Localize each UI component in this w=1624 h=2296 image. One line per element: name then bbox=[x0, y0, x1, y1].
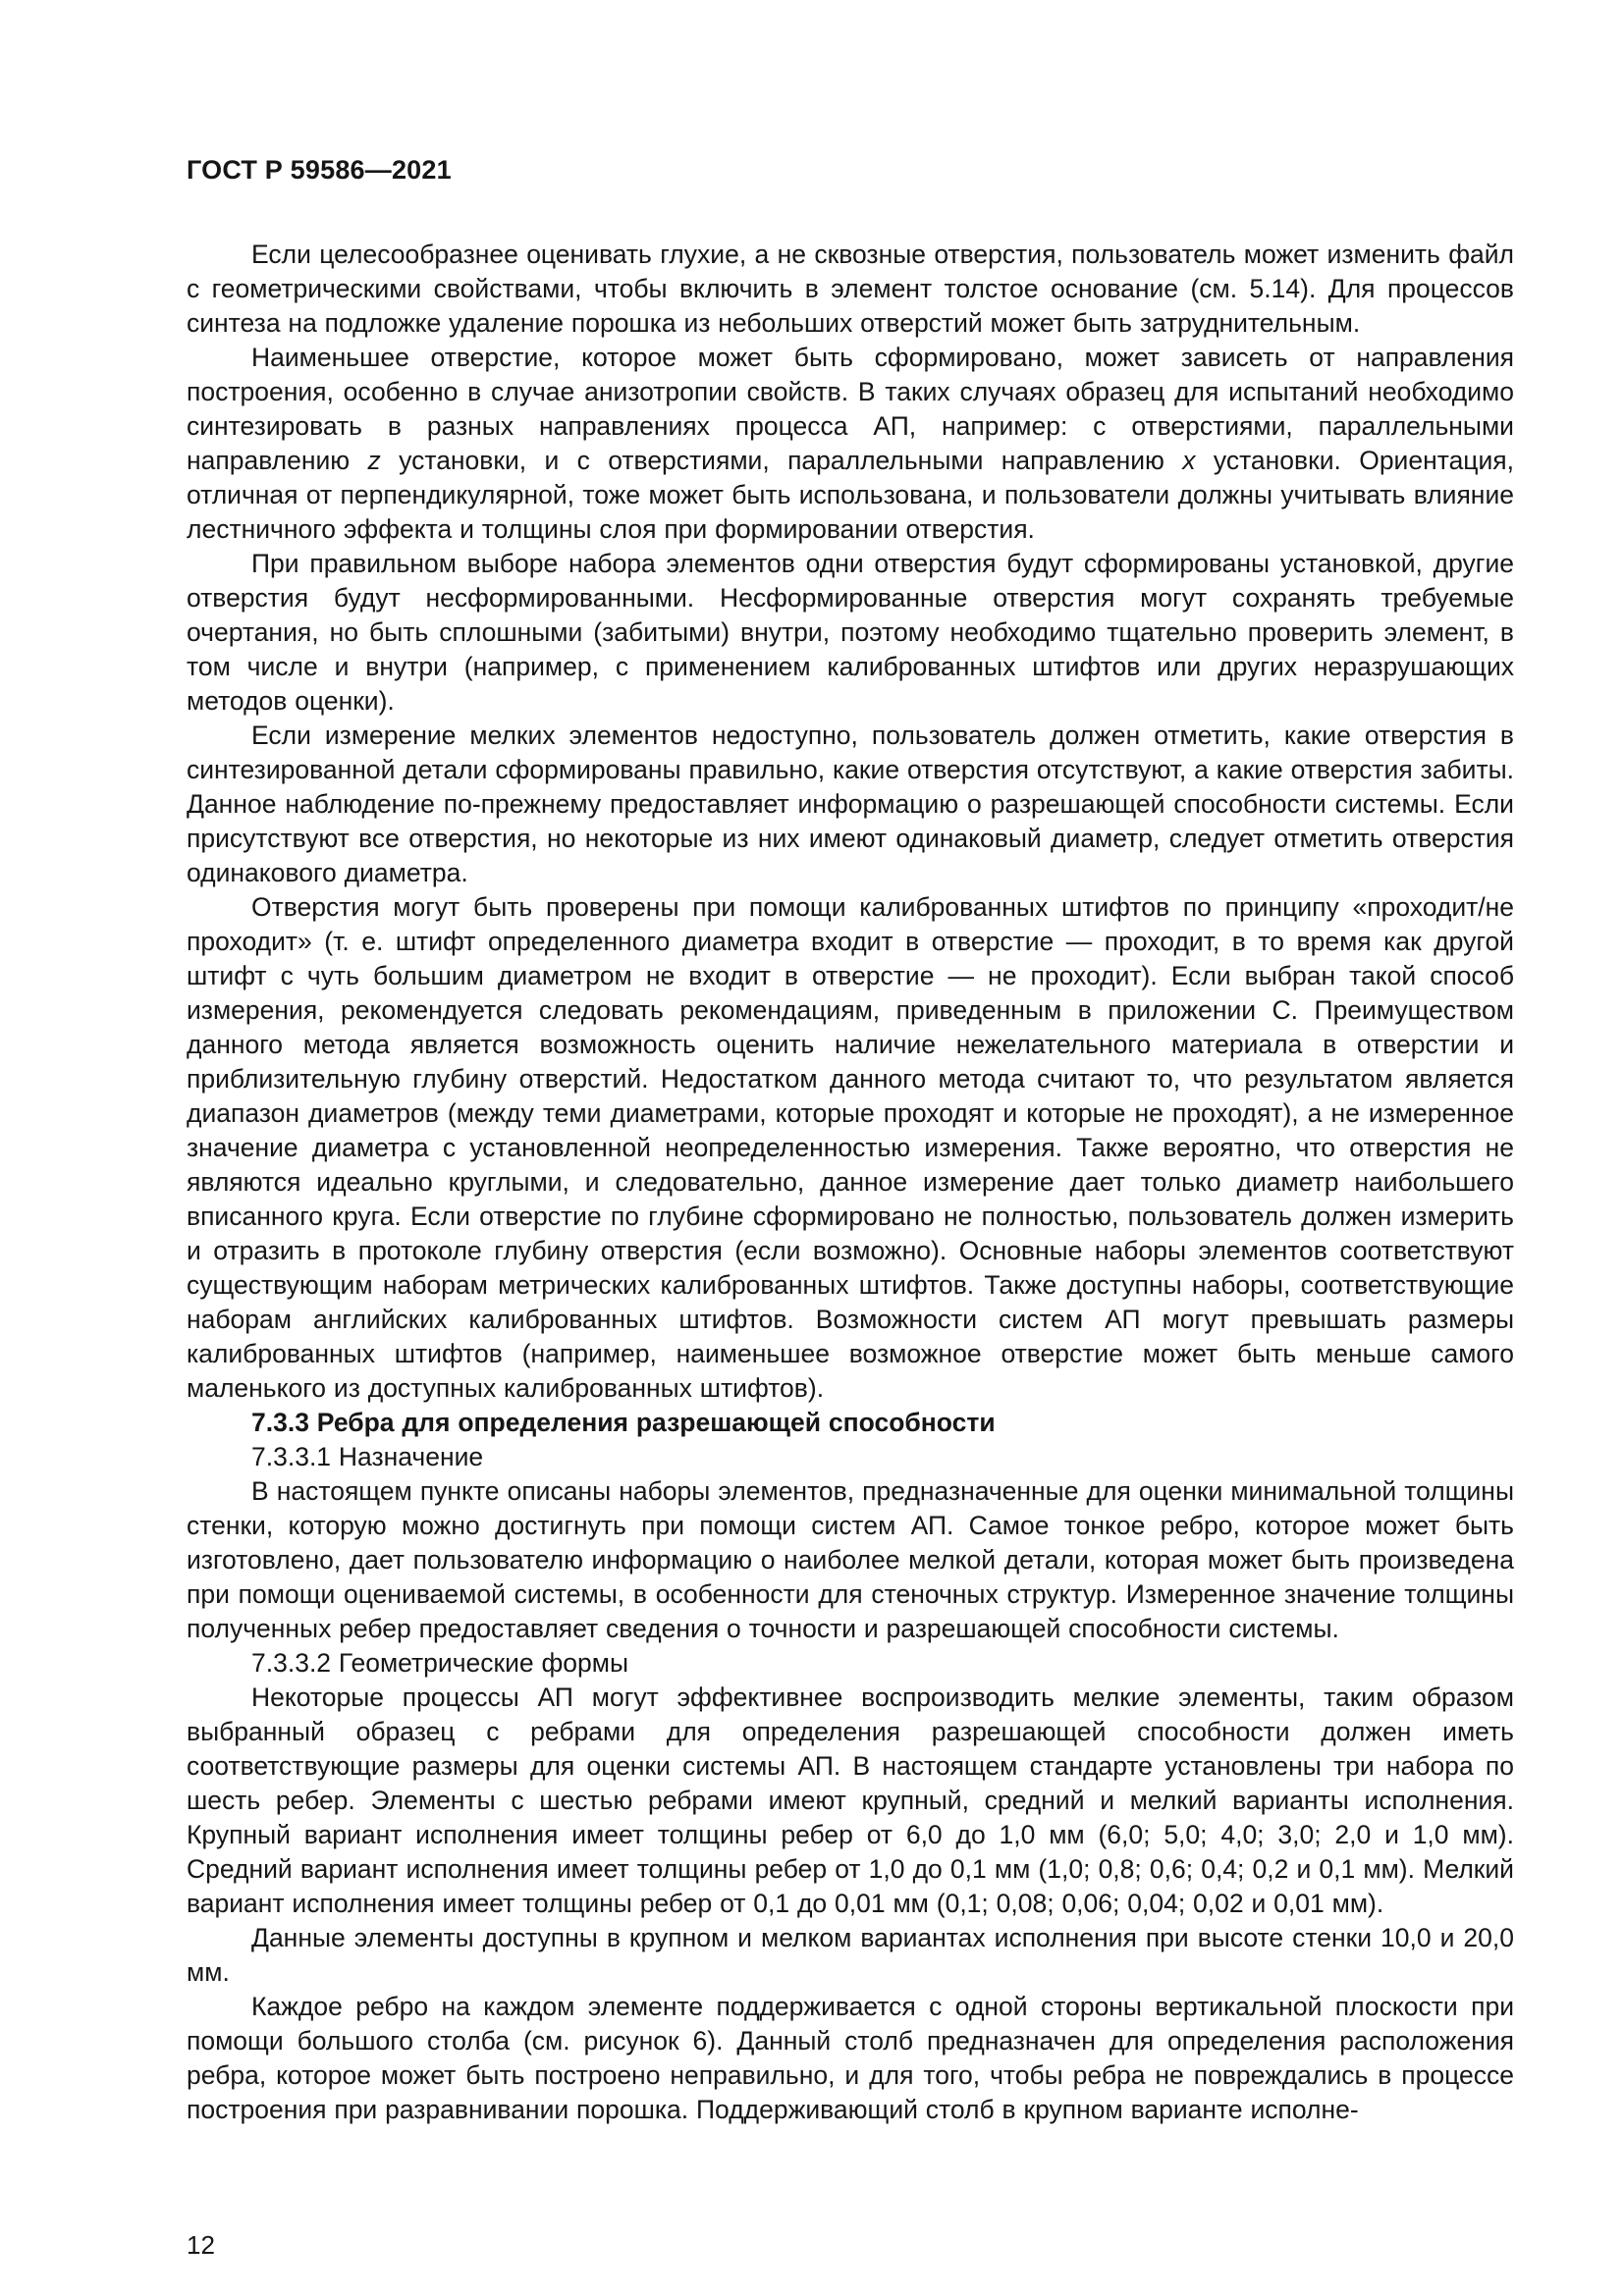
paragraph: При правильном выборе набора элементов одни отверстия будут сформированы установкой, другие отверстия будут несформированными. Несформированные отверстия могут сохранять требуемые очертания, но быть сплошными (забитыми) внутри, поэтому необходимо тщательно проверить элемент, в том числе и внутри (например, с применением калиброванных штифтов или других неразрушающих методов оценки). bbox=[187, 549, 1514, 716]
italic-text-run: z bbox=[367, 446, 381, 475]
paragraph: Отверстия могут быть проверены при помощи калиброванных штифтов по принципу «проходит/не проходит» (т. е. штифт определенного диаметра входит в отверстие — проходит, в то время как другой штифт с чуть большим диаметром не входит в отверстие — не проходит). Если выбран такой способ измерения, рекомендуется следовать рекомендациям, приведенным в приложении С. Преимуществом данного метода является возможность оценить наличие нежелательного материала в отверстии и приблизительную глубину отверстий. Недостатком данного метода считают то, что результатом является диапазон диаметров (между теми диаметрами, которые проходят и которые не проходят), а не измеренное значение диаметра с установленной неопределенностью измерения. Также вероятно, что отверстия не являются идеально круглыми, и следовательно, данное измерение дает только диаметр наибольшего вписанного круга. Если отверстие по глубине сформировано не полностью, пользователь должен измерить и отразить в протоколе глубину отверстия (если возможно). Основные наборы элементов соответствуют существующим наборам метрических калиброванных штифтов. Также доступны наборы, соответствующие наборам английских калиброванных штифтов. Возможности систем АП могут превышать размеры калиброванных штифтов (например, наименьшее возможное отверстие может быть меньше самого маленького из доступных калиброванных штифтов). bbox=[187, 892, 1514, 1403]
document-number: ГОСТ Р 59586—2021 bbox=[187, 155, 452, 185]
text-run: установки. Ориентация, отличная от перпендикулярной, тоже может быть использована, и пользователи должны учитывать влияние лестничного эффекта и толщины слоя при формировании отверстия. bbox=[187, 446, 1515, 544]
paragraph: Данные элементы доступны в крупном и мелком вариантах исполнения при высоте стенки 10,0 и 20,0 мм. bbox=[187, 1923, 1514, 1987]
paragraph bbox=[187, 341, 1514, 547]
page-number: 12 bbox=[187, 2230, 215, 2260]
italic-text-run: x bbox=[1182, 446, 1196, 475]
paragraph: Если целесообразнее оценивать глухие, а не сквозные отверстия, пользователь может изменить файл с геометрическими свойствами, чтобы включить в элемент толстое основание (см. 5.14). Для процессов синтеза на подложке удаление порошка из небольших отверстий может быть затруднительным. bbox=[187, 240, 1514, 338]
section-heading: 7.3.3.2 Геометрические формы bbox=[251, 1648, 629, 1678]
page-header bbox=[187, 155, 452, 186]
paragraph: Каждое ребро на каждом элементе поддерживается с одной стороны вертикальной плоскости при помощи большого столба (см. рисунок 6). Данный столб предназначен для определения расположения ребра, которое может быть построено неправильно, и для того, чтобы ребра не повреждались в процессе построения при разравнивании порошка. Поддерживающий столб в крупном варианте исполне- bbox=[187, 1992, 1514, 2124]
paragraph: Если измерение мелких элементов недоступно, пользователь должен отметить, какие отверстия в синтезированной детали сформированы правильно, какие отверстия отсутствуют, а какие отверстия забиты. Данное наблюдение по-прежнему предоставляет информацию о разрешающей способности системы. Если присутствуют все отверстия, но некоторые из них имеют одинаковый диаметр, следует отметить отверстия одинакового диаметра. bbox=[187, 721, 1514, 887]
paragraph: Некоторые процессы АП могут эффективнее воспроизводить мелкие элементы, таким образом выбранный образец с ребрами для определения разрешающей способности должен иметь соответствующие размеры для оценки системы АП. В настоящем стандарте установлены три набора по шесть ребер. Элементы с шестью ребрами имеют крупный, средний и мелкий варианты исполнения. Крупный вариант исполнения имеет толщины ребер от 6,0 до 1,0 мм (6,0; 5,0; 4,0; 3,0; 2,0 и 1,0 мм). Средний вариант исполнения имеет толщины ребер от 1,0 до 0,1 мм (1,0; 0,8; 0,6; 0,4; 0,2 и 0,1 мм). Мелкий вариант исполнения имеет толщины ребер от 0,1 до 0,01 мм (0,1; 0,08; 0,06; 0,04; 0,02 и 0,01 мм). bbox=[187, 1682, 1514, 1918]
text-run: установки, и с отверстиями, параллельными направлению bbox=[380, 446, 1183, 475]
section-heading: 7.3.3 Ребра для определения разрешающей способности bbox=[251, 1408, 996, 1437]
document-body bbox=[187, 238, 1514, 2127]
paragraph: В настоящем пункте описаны наборы элементов, предназначенные для оценки минимальной толщины стенки, которую можно достигнуть при помощи систем АП. Самое тонкое ребро, которое может быть изготовлено, дает пользователю информацию о наиболее мелкой детали, которая может быть произведена при помощи оцениваемой системы, в особенности для стеночных структур. Измеренное значение толщины полученных ребер предоставляет сведения о точности и разрешающей способности системы. bbox=[187, 1476, 1514, 1643]
text-run: Наименьшее отверстие, которое может быть сформировано, может зависеть от направления построения, особенно в случае анизотропии свойств. В таких случаях образец для испытаний необходимо синтезировать в разных направлениях процесса АП, например: с отверстиями, параллельными направлению bbox=[187, 343, 1514, 475]
section-heading: 7.3.3.1 Назначение bbox=[251, 1442, 484, 1471]
